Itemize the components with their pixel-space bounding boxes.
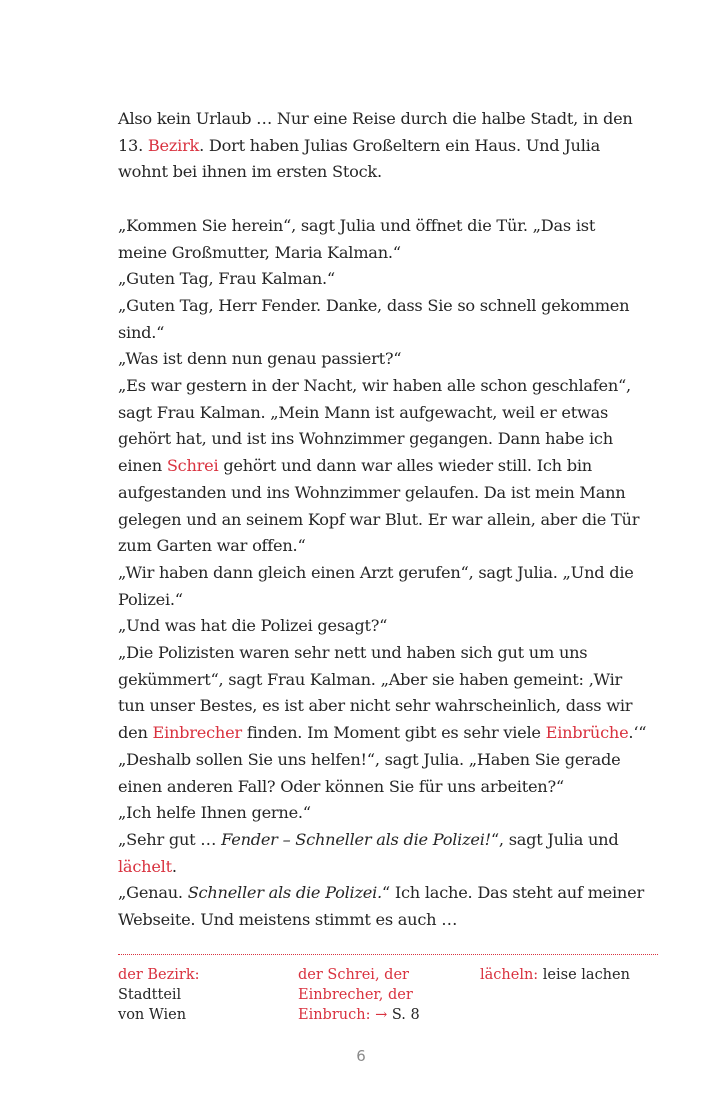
dialogue-line: „Guten Tag, Herr Fender. Danke, dass Sie so schnell gekommen sind.“ bbox=[118, 295, 630, 342]
main-text bbox=[118, 106, 648, 934]
glossary-term-laecheln: lächelt bbox=[118, 856, 172, 876]
dialogue-line: „Die Polizisten waren sehr nett und haben sich gut um uns gekümmert“, sagt Frau Kalman. „Aber sie haben gemeint: ‚Wir tun unser Bestes, es ist aber nicht sehr wahrscheinlich, dass wir den Einbrecher finden. Im Moment gibt es sehr viele Einbrüche.‘“ bbox=[118, 643, 647, 743]
arrow-right-icon: → bbox=[375, 1007, 388, 1023]
glossary-term-bezirk: Bezirk bbox=[147, 135, 200, 155]
dialogue-line: „Und was hat die Polizei gesagt?“ bbox=[118, 616, 388, 636]
page-number: 6 bbox=[356, 1047, 366, 1065]
glossary-entry-laecheln: lächeln: leise lachen bbox=[480, 967, 630, 983]
paragraph-intro: Also kein Urlaub … Nur eine Reise durch die halbe Stadt, in den 13. Bezirk. Dort haben Julias Großeltern ein Haus. Und Julia wohnt bei ihnen im ersten Stock. bbox=[118, 109, 633, 182]
dialogue-line: „Sehr gut … Fender – Schneller als die Polizei!“, sagt Julia und lächelt. bbox=[118, 829, 619, 876]
dialogue-line: „Wir haben dann gleich einen Arzt gerufen“, sagt Julia. „Und die Polizei.“ bbox=[118, 562, 634, 609]
dialogue-line: „Kommen Sie herein“, sagt Julia und öffnet die Tür. „Das ist meine Großmutter, Maria Kalman.“ bbox=[118, 215, 596, 262]
dialogue-line: „Was ist denn nun genau passiert?“ bbox=[118, 349, 402, 369]
dialogue-line: „Ich helfe Ihnen gerne.“ bbox=[118, 803, 311, 823]
dialogue-line: „Es war gestern in der Nacht, wir haben alle schon geschlafen“, sagt Frau Kalman. „Mein Mann ist aufgewacht, weil er etwas gehört hat, und ist ins Wohnzimmer gegangen. Dann habe ich einen Schrei gehört und dann war alles wieder still. Ich bin aufgestanden und ins Wohnzimmer gelaufen. Da ist mein Mann gelegen und an seinem Kopf war Blut. Er war allein, aber die Tür zum Garten war offen.“ bbox=[118, 376, 640, 556]
glossary-divider bbox=[118, 954, 658, 955]
glossary-term-schrei: Schrei bbox=[166, 456, 219, 476]
glossary-entry-bezirk: der Bezirk: Stadtteil von Wien bbox=[118, 967, 200, 1023]
glossary-term-einbrecher: Einbrecher bbox=[152, 723, 242, 743]
page-reference: S. 8 bbox=[387, 1007, 420, 1023]
dialogue-line: „Guten Tag, Frau Kalman.“ bbox=[118, 269, 335, 289]
glossary-term-einbrueche: Einbrüche bbox=[545, 723, 629, 743]
dialogue-line: „Deshalb sollen Sie uns helfen!“, sagt Julia. „Haben Sie gerade einen anderen Fall? Oder können Sie für uns arbeiten?“ bbox=[118, 749, 621, 796]
dialogue-line: „Genau. Schneller als die Polizei.“ Ich lache. Das steht auf meiner Webseite. Und meistens stimmt es auch … bbox=[118, 883, 644, 930]
glossary-entry-schrei-einbrecher: der Schrei, der Einbrecher, der Einbruch: → S. 8 bbox=[298, 967, 420, 1023]
